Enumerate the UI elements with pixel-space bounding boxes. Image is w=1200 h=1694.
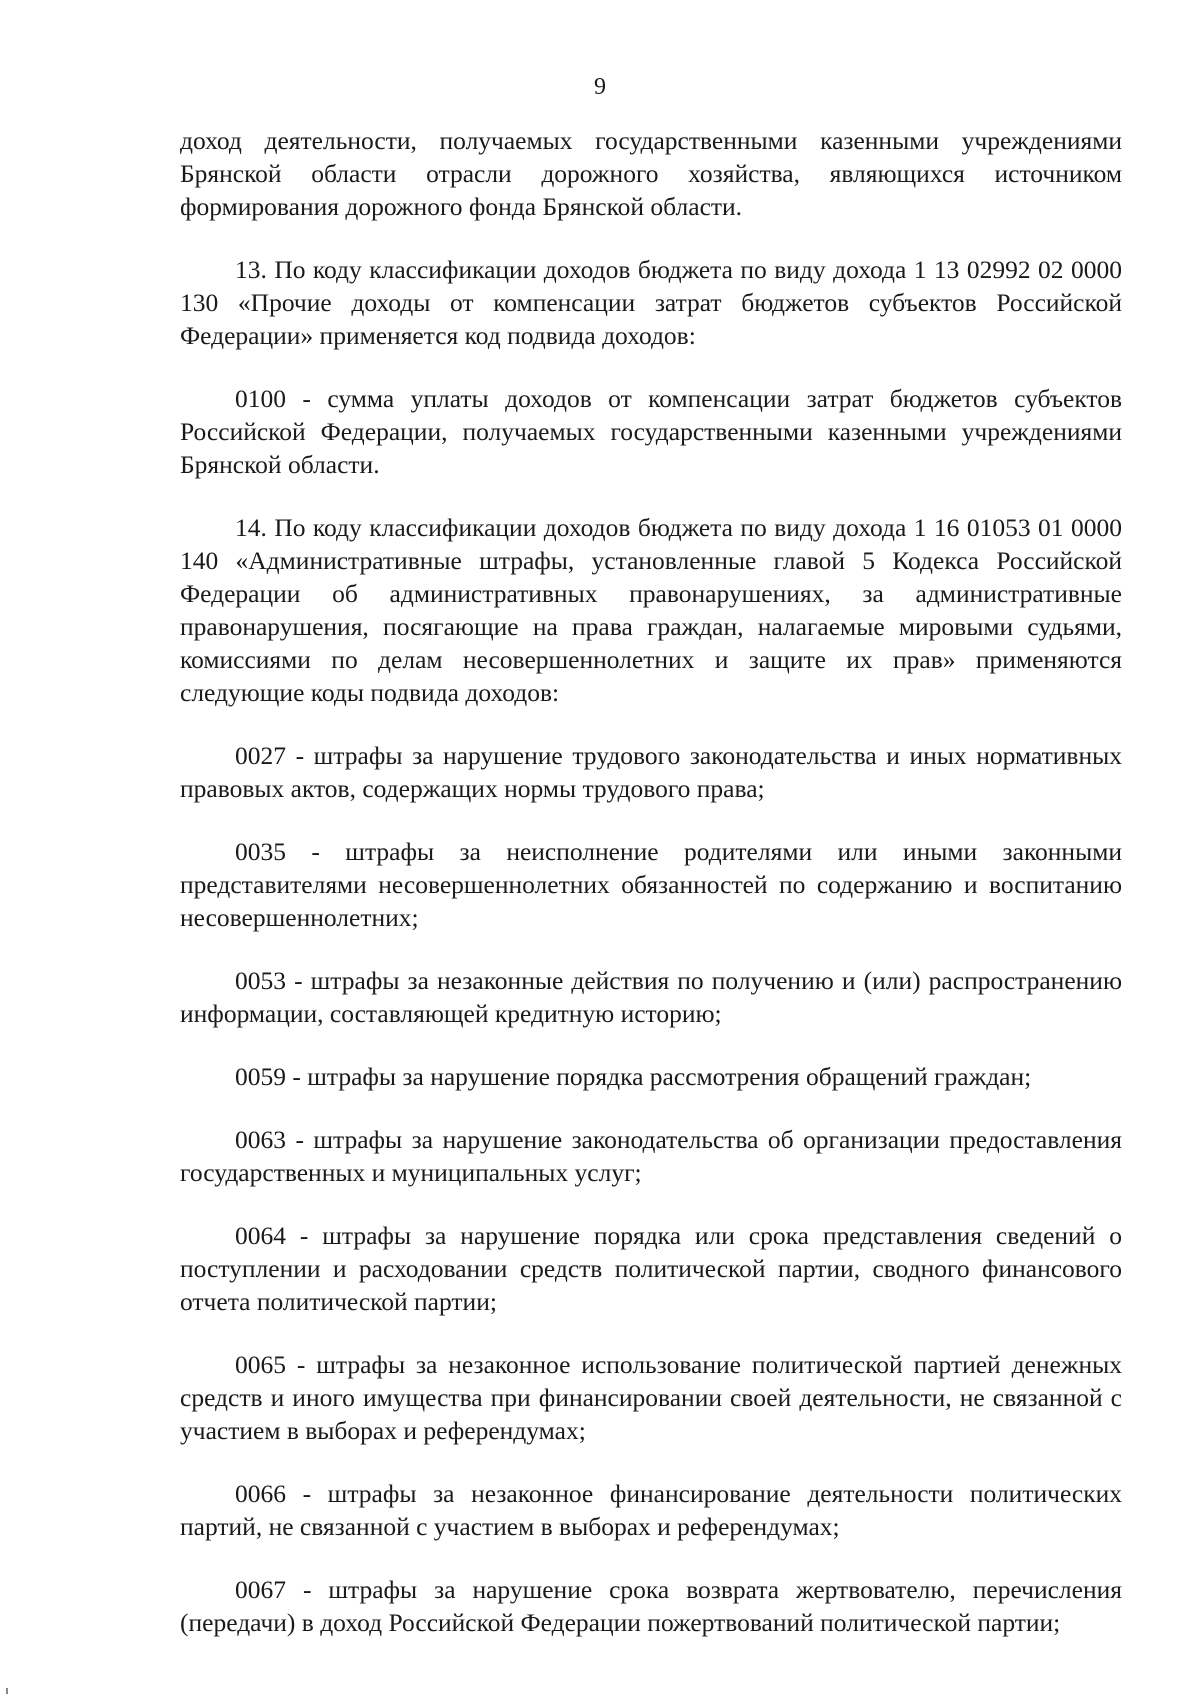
page-number: 9 [594, 74, 606, 100]
paragraph-item-13: 13. По коду классификации доходов бюджета по виду дохода 1 13 02992 02 0000 130 «Прочие доходы от компенсации затрат бюджетов субъектов Российской Федерации» применяется код подвида доходов: [180, 255, 1122, 350]
paragraph-code-0066: 0066 - штрафы за незаконное финансирование деятельности политических партий, не связанной с участием в выборах и референдумах; [180, 1479, 1122, 1541]
paragraph-item-14: 14. По коду классификации доходов бюджета по виду дохода 1 16 01053 01 0000 140 «Административные штрафы, установленные главой 5 Кодекса Российской Федерации об административных правонарушениях, за административные правонарушения, посягающие на права граждан, налагаемые мировыми судьями, комиссиями по делам несовершеннолетних и защите их прав» применяются следующие коды подвида доходов: [180, 513, 1122, 707]
document-body [180, 124, 1122, 1639]
paragraph-code-0067: 0067 - штрафы за нарушение срока возврата жертвователю, перечисления (передачи) в доход Российской Федерации пожертвований политической партии; [180, 1575, 1122, 1637]
scan-artifact [6, 1688, 8, 1694]
paragraph-code-0065: 0065 - штрафы за незаконное использование политической партией денежных средств и иного имущества при финансировании своей деятельности, не связанной с участием в выборах и референдумах; [180, 1350, 1122, 1445]
paragraph-code-0035: 0035 - штрафы за неисполнение родителями или иными законными представителями несовершеннолетних обязанностей по содержанию и воспитанию несовершеннолетних; [180, 837, 1122, 932]
paragraph-continuation: доход деятельности, получаемых государственными казенными учреждениями Брянской области отрасли дорожного хозяйства, являющихся источником формирования дорожного фонда Брянской области. [180, 126, 1122, 221]
paragraph-code-0064: 0064 - штрафы за нарушение порядка или срока представления сведений о поступлении и расходовании средств политической партии, сводного финансового отчета политической партии; [180, 1221, 1122, 1316]
paragraph-code-0100: 0100 - сумма уплаты доходов от компенсации затрат бюджетов субъектов Российской Федерации, получаемых государственными казенными учреждениями Брянской области. [180, 384, 1122, 479]
paragraph-code-0027: 0027 - штрафы за нарушение трудового законодательства и иных нормативных правовых актов, содержащих нормы трудового права; [180, 741, 1122, 803]
paragraph-code-0059: 0059 - штрафы за нарушение порядка рассмотрения обращений граждан; [235, 1062, 1032, 1091]
paragraph-code-0053: 0053 - штрафы за незаконные действия по получению и (или) распространению информации, составляющей кредитную историю; [180, 966, 1122, 1028]
paragraph-code-0063: 0063 - штрафы за нарушение законодательства об организации предоставления государственных и муниципальных услуг; [180, 1125, 1122, 1187]
